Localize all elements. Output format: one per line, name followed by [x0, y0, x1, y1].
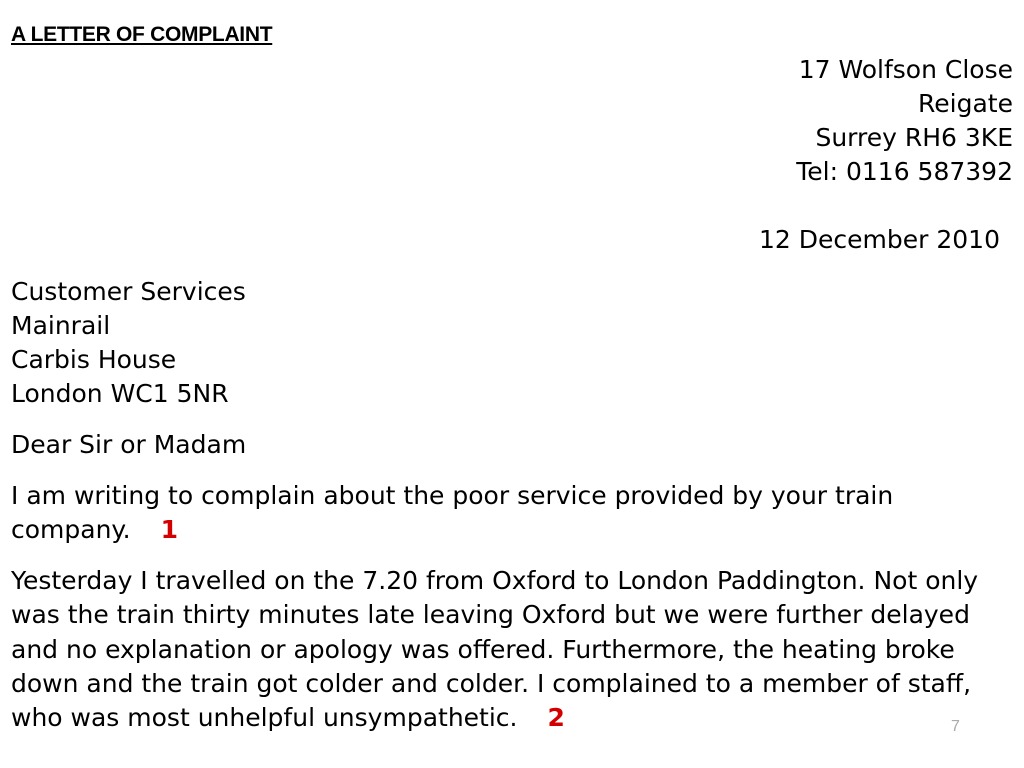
- sender-phone: Tel: 0116 587392: [796, 157, 1013, 186]
- paragraph-one: [11, 479, 1016, 548]
- sender-address-line: Reigate: [918, 89, 1013, 118]
- sender-address-line: 17 Wolfson Close: [798, 55, 1013, 84]
- paragraph-two: [11, 564, 1016, 735]
- paragraph-text: I am writing to complain about the poor service provided by your train company.: [11, 481, 894, 545]
- paragraph-marker: 2: [547, 703, 565, 733]
- sender-address-line: Surrey RH6 3KE: [815, 123, 1013, 152]
- paragraph-text: Yesterday I travelled on the 7.20 from Oxford to London Paddington. Not only was the train thirty minutes late leaving Oxford but we were further delayed and no explanation or apology was offered. Furthermore, the heating broke down and the train got colder and colder. I complained to a member of staff, who was most unhelpful unsympathetic.: [11, 566, 979, 733]
- recipient-address-line: Carbis House: [11, 345, 177, 374]
- page-number: 7: [951, 718, 960, 735]
- salutation: Dear Sir or Madam: [11, 430, 247, 459]
- recipient-address: [11, 275, 246, 411]
- recipient-address-line: Mainrail: [11, 311, 111, 340]
- sender-address: [796, 53, 1013, 189]
- letter-heading: A LETTER OF COMPLAINT: [11, 23, 273, 46]
- recipient-address-line: London WC1 5NR: [11, 379, 229, 408]
- letter-date: 12 December 2010: [759, 225, 1000, 254]
- recipient-address-line: Customer Services: [11, 277, 246, 306]
- paragraph-marker: 1: [160, 515, 179, 545]
